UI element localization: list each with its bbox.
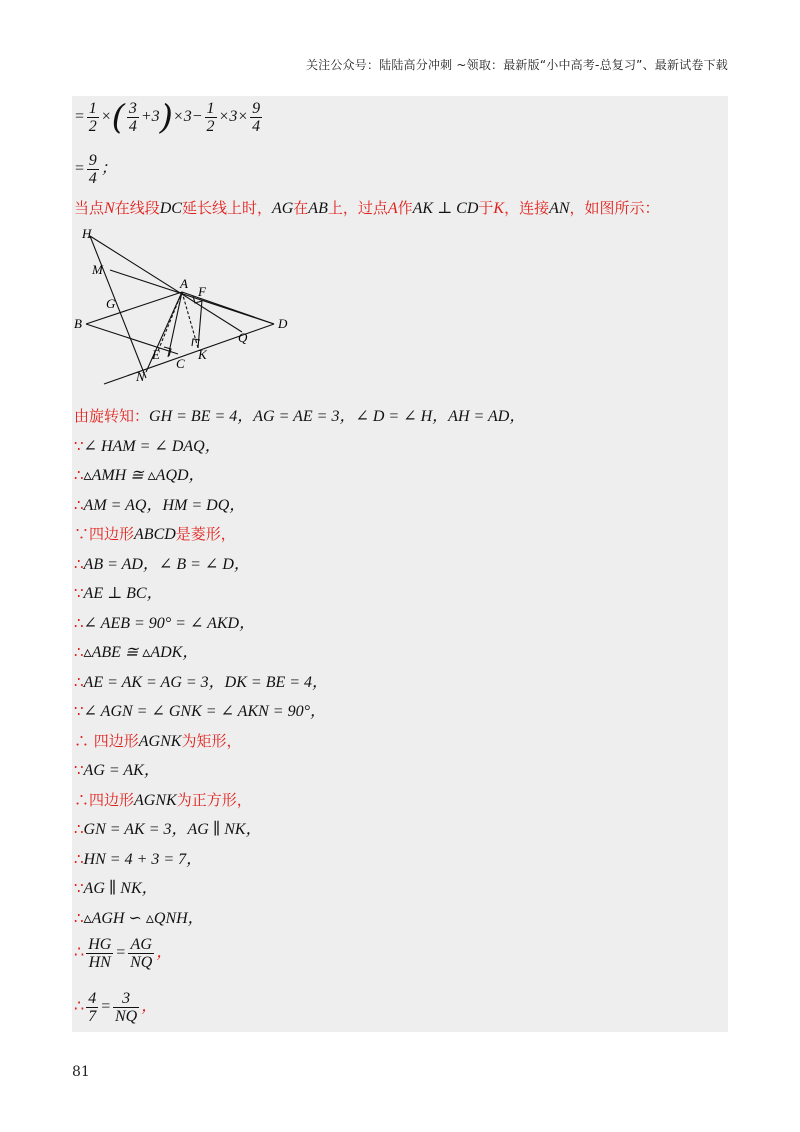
proof-step <box>74 406 525 427</box>
fraction: $\frac{3}{4}$ <box>128 100 137 135</box>
step-expression: AB = AD，∠ B = ∠ D， <box>83 555 250 573</box>
equals-sign: = <box>74 108 85 126</box>
step-expression: AG = AK， <box>83 762 160 779</box>
step-marker: ∵ <box>74 584 84 602</box>
fraction: $\frac{3}{NQ}$ <box>114 990 138 1025</box>
step-expression: ∠ AEB = 90° = ∠ AKD， <box>83 614 256 632</box>
step-expression: ▵AMH ≅ ▵AQD， <box>83 467 205 484</box>
proof-step <box>74 642 198 663</box>
step-marker: ∴四边形 <box>74 790 135 809</box>
label-d: D <box>278 316 288 331</box>
label-k: K <box>198 347 207 362</box>
step-suffix: 为矩形， <box>181 731 242 750</box>
fraction: $\frac{AG}{NQ}$ <box>130 936 153 971</box>
case-statement: 当点N在线段DC延长线上时，AG在AB上，过点A作AK ⊥ CD于K，连接AN，如图所示： <box>74 199 660 217</box>
calc-line-1: = $\frac{1}{2}$ ×( $\frac{3}{4}$ +3)×3− $\frac{1}{2}$ ×3× $\frac{9}{4}$ <box>74 97 261 138</box>
step-expression: AGNK <box>138 732 182 750</box>
step-marker: ∵ <box>74 879 84 897</box>
step-expression: GH = BE = 4，AG = AE = 3，∠ D = ∠ H，AH = AD， <box>149 408 526 425</box>
step-expression: HN = 4 + 3 = 7， <box>83 850 203 868</box>
ratio-line-1: ∴ $\frac{HG}{HN}$ = $\frac{AG}{NQ}$ ， <box>74 936 173 971</box>
proof-step <box>74 878 158 899</box>
step-expression: ▵AGH ∽ ▵QNH， <box>83 909 204 927</box>
geometry-figure <box>74 226 304 386</box>
label-f: F <box>198 284 206 299</box>
label-b: B <box>74 316 82 331</box>
line-ac <box>168 292 182 357</box>
proof-step <box>74 790 252 811</box>
step-expression: GN = AK = 3，AG ∥ NK， <box>83 821 262 838</box>
line-ba <box>86 292 182 324</box>
page-number: 81 <box>72 1064 90 1080</box>
solution-panel <box>72 96 728 1032</box>
line-ad <box>182 292 274 324</box>
step-marker: ∴ <box>74 849 84 868</box>
page-header: 关注公众号：陆陆高分冲刺 ~领取：最新版“小中高考-总复习”、最新试卷下载 <box>305 58 728 72</box>
step-expression: ∠ HAM = ∠ DAQ， <box>83 437 221 455</box>
line-bc <box>86 324 178 354</box>
fraction: $\frac{4}{7}$ <box>88 990 97 1025</box>
label-c: C <box>176 356 185 371</box>
step-marker: ∵ <box>74 702 84 720</box>
step-marker: ∴ <box>74 613 84 632</box>
fraction: $\frac{9}{4}$ <box>88 152 97 187</box>
step-expression: ∠ AGN = ∠ GNK = ∠ AKN = 90°， <box>83 703 326 720</box>
label-g: G <box>106 296 116 311</box>
right-angle-e <box>164 347 171 356</box>
line-hq <box>90 236 242 332</box>
proof-step <box>74 554 250 575</box>
fraction: $\frac{HG}{HN}$ <box>88 936 112 971</box>
fraction: $\frac{1}{2}$ <box>206 100 215 135</box>
label-q: Q <box>238 330 248 345</box>
label-a: A <box>180 276 188 291</box>
step-marker: ∴ <box>74 466 84 484</box>
proof-step <box>74 760 160 781</box>
step-marker: 由旋转知： <box>74 407 150 425</box>
line-nd <box>104 324 274 384</box>
proof-step <box>74 583 163 604</box>
step-expression: AG ∥ NK， <box>83 880 158 897</box>
step-expression: AGNK <box>134 791 177 809</box>
proof-step <box>74 849 202 870</box>
proof-step <box>74 465 205 486</box>
proof-step <box>74 436 221 457</box>
label-m: M <box>92 262 103 277</box>
proof-step <box>74 524 236 545</box>
step-marker: ∴ <box>74 672 84 691</box>
step-marker: ∴ <box>74 643 84 661</box>
proof-step <box>74 495 245 516</box>
step-marker: ∴ <box>74 908 84 927</box>
label-h: H <box>82 226 92 241</box>
calc-line-2: = $\frac{9}{4}$ ； <box>74 152 117 187</box>
step-expression: AE = AK = AG = 3，DK = BE = 4， <box>83 673 329 691</box>
proof-step <box>74 908 204 929</box>
step-marker: ∵四边形 <box>74 525 135 543</box>
label-n: N <box>136 369 145 384</box>
step-marker: ∴ <box>74 820 84 838</box>
proof-step <box>74 613 255 634</box>
step-marker: ∴ <box>74 495 84 514</box>
fraction: $\frac{1}{2}$ <box>88 100 97 135</box>
proof-step <box>74 819 262 840</box>
step-marker: ∴ 四边形 <box>74 731 139 750</box>
proof-step <box>74 701 326 722</box>
proof-step <box>74 731 241 752</box>
label-e: E <box>152 347 160 362</box>
step-marker: ∵ <box>74 761 84 779</box>
step-suffix: 为正方形， <box>176 790 252 809</box>
fraction: $\frac{9}{4}$ <box>252 100 261 135</box>
step-marker: ∴ <box>74 554 84 573</box>
proof-step <box>74 672 328 693</box>
step-marker: ∵ <box>74 436 84 455</box>
step-expression: AM = AQ，HM = DQ， <box>83 496 246 514</box>
step-expression: ABCD <box>134 526 176 543</box>
step-expression: ▵ABE ≅ ▵ADK， <box>83 644 199 661</box>
ratio-line-2: ∴ $\frac{4}{7}$ = $\frac{3}{NQ}$ ， <box>74 990 158 1025</box>
step-expression: AE ⊥ BC， <box>83 585 163 602</box>
step-suffix: 是菱形， <box>175 525 236 543</box>
line-fk <box>198 300 202 348</box>
